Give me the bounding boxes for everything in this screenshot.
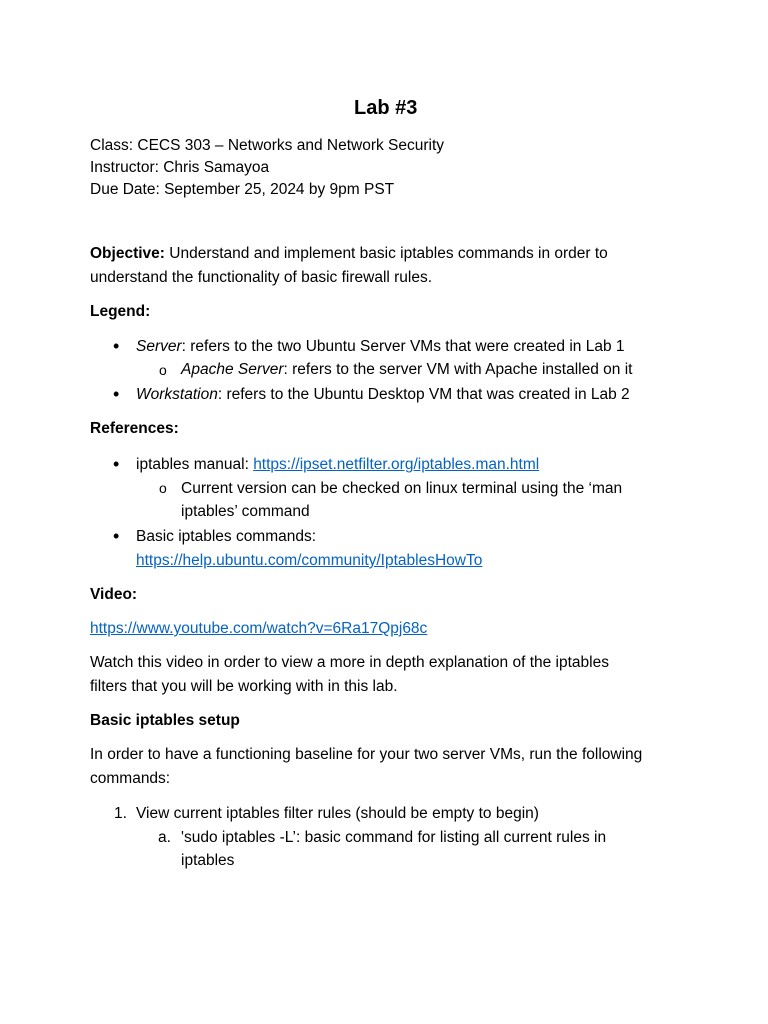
bullet-circle-icon [159,478,167,499]
manual-link[interactable]: https://ipset.netfilter.org/iptables.man.html [253,456,540,473]
legend-item-apache [181,360,632,380]
bullet-disc-icon [113,384,119,406]
step-1-text: View current iptables filter rules (should be empty to begin) [136,805,539,822]
references-heading: References: [90,420,179,437]
version-line-2: iptables’ command [181,503,310,520]
objective-label: Objective: [90,245,165,262]
bullet-disc-icon [113,454,119,476]
video-link[interactable]: https://www.youtube.com/watch?v=6Ra17Qpj68c [90,620,428,637]
bullet-disc-icon [113,336,119,358]
class-line: Class: CECS 303 – Networks and Network Security [90,137,445,154]
server-text: : refers to the two Ubuntu Server VMs that were created in Lab 1 [181,338,625,355]
reference-item-manual [136,455,539,475]
step-1a-line-1: 'sudo iptables -L’: basic command for listing all current rules in [181,829,607,846]
basic-commands-line [136,551,482,571]
basic-commands-link[interactable]: https://help.ubuntu.com/community/IptablesHowTo [136,552,483,569]
step-1-marker: 1. [114,805,127,822]
workstation-term: Workstation [136,386,218,403]
workstation-text: : refers to the Ubuntu Desktop VM that was created in Lab 2 [217,386,630,403]
bullet-disc-icon [113,526,119,548]
due-date-line: Due Date: September 25, 2024 by 9pm PST [90,181,395,198]
bullet-circle-icon [159,360,167,381]
legend-item-workstation [136,385,630,405]
setup-intro-line-1: In order to have a functioning baseline for your two server VMs, run the following [90,746,643,763]
legend-heading: Legend: [90,303,151,320]
instructor-line: Instructor: Chris Samayoa [90,159,270,176]
step-1a-line-2: iptables [181,852,235,869]
basic-commands-label: Basic iptables commands: [136,528,317,545]
version-line-1: Current version can be checked on linux terminal using the ‘man [181,480,623,497]
video-desc-line-2: filters that you will be working with in this lab. [90,678,398,695]
step-1a-marker: a. [158,829,171,846]
objective-line-2: understand the functionality of basic firewall rules. [90,269,433,286]
apache-term: Apache Server [181,361,284,378]
video-desc-line-1: Watch this video in order to view a more in depth explanation of the iptables [90,654,609,671]
objective-line-1 [90,244,608,264]
video-heading: Video: [90,586,138,603]
legend-item-server [136,337,625,357]
page-title: Lab #3 [354,97,418,119]
server-term: Server [136,338,182,355]
setup-intro-line-2: commands: [90,770,171,787]
video-link-line [90,619,427,639]
apache-text: : refers to the server VM with Apache installed on it [283,361,633,378]
manual-label: iptables manual: [136,456,254,473]
setup-heading: Basic iptables setup [90,712,240,729]
objective-text: Understand and implement basic iptables commands in order to [164,245,608,262]
